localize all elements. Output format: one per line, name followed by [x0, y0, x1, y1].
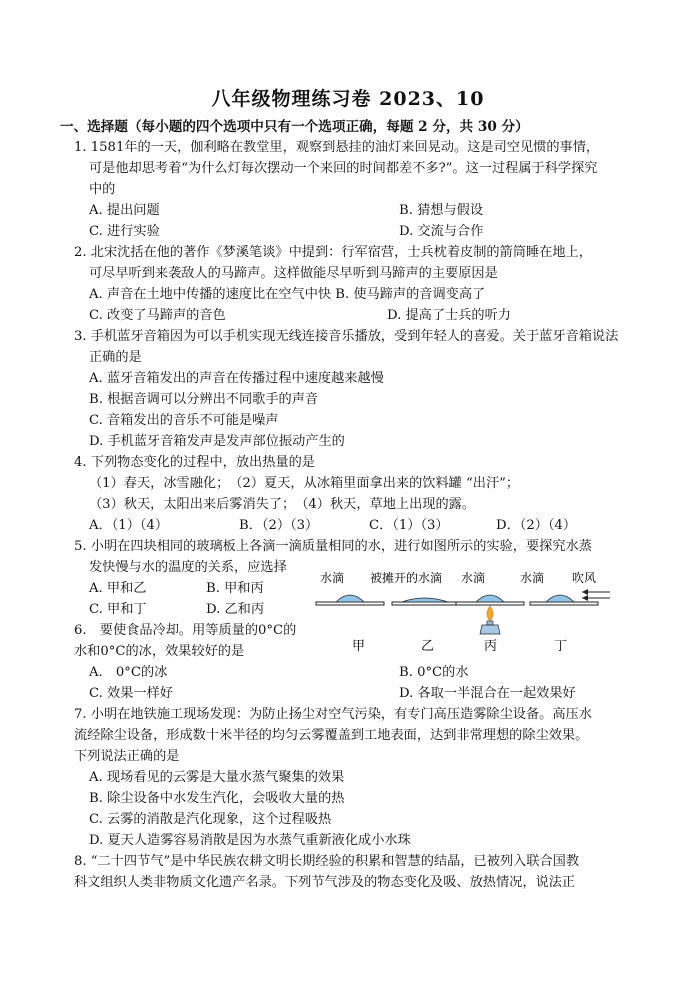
q8-line-2: 科文组织人类非物质文化遗产名录。下列节气涉及的物态变化及吸、放热情况，说法正	[74, 875, 576, 890]
q6-line-2: 水和0°C的冰，效果较好的是	[74, 644, 245, 659]
water-drop-bing	[476, 595, 504, 602]
q3-option-b: B. 根据音调可以分辨出不同歌手的声音	[89, 392, 319, 407]
q5-option-a: A. 甲和乙	[89, 581, 147, 596]
alcohol-lamp-icon	[480, 625, 500, 634]
q7-option-d: D. 夏天人造雾容易消散是因为水蒸气重新液化成小水珠	[89, 833, 411, 848]
label-water-drop-2: 水滴	[461, 571, 486, 585]
q5-line-1: 5. 小明在四块相同的玻璃板上各滴一滴质量相同的水，进行如图所示的实验，要探究水蒸	[74, 539, 592, 554]
q3-line-1: 3. 手机蓝牙音箱因为可以手机实现无线连接音乐播放，受到年轻人的喜爱。关于蓝牙音箱说法	[74, 329, 619, 344]
q1-option-c: C. 进行实验	[89, 224, 160, 239]
q4-option-d: D．（2）（4）	[496, 518, 577, 533]
label-yi: 乙	[421, 639, 435, 654]
q1-option-b: B. 猜想与假设	[399, 203, 484, 218]
q6-line-1: 6. 要使食品冷却。用等质量的0°C的	[74, 623, 297, 638]
q4-line-2: （1）春天，冰雪融化； （2）夏天，从冰箱里面拿出来的饮料罐 “出汗”；	[89, 476, 520, 491]
q2-line-2: 可尽早听到来袭敌人的马蹄声。这样做能尽早听到马蹄声的主要原因是	[89, 266, 498, 281]
q2-option-ab: A. 声音在土地中传播的速度比在空气中快 B. 使马蹄声的音调变高了	[89, 287, 486, 302]
label-ding: 丁	[554, 639, 568, 654]
q3-option-c: C. 音箱发出的音乐不可能是噪声	[89, 413, 279, 428]
q2-option-c: C. 改变了马蹄声的音色	[89, 308, 226, 323]
glass-plate-bing	[456, 602, 524, 605]
glass-plate-yi	[392, 602, 464, 605]
label-spread-drop: 被摊开的水滴	[370, 571, 443, 585]
label-bing: 丙	[484, 639, 498, 654]
q6-option-a: A. 0°C的冰	[89, 665, 168, 680]
q1-option-d: D. 交流与合作	[399, 224, 484, 239]
q5-option-d: D. 乙和丙	[206, 602, 265, 617]
section-heading: 一、选择题（每小题的四个选项中只有一个选项正确，每题 2 分，共 30 分）	[60, 119, 529, 135]
q6-option-b: B. 0°C的水	[399, 665, 469, 680]
glass-plate-jia	[316, 602, 384, 605]
q4-line-1: 4. 下列物态变化的过程中，放出热量的是	[74, 455, 315, 470]
q7-line-3: 下列说法正确的是	[74, 749, 180, 764]
q4-option-b: B．（2）（3）	[239, 518, 319, 533]
q1-line-1: 1. 1581年的一天，伽利略在教堂里，观察到悬挂的油灯来回晃动。这是司空见惯的事情，	[74, 140, 600, 155]
label-jia: 甲	[352, 639, 366, 654]
q5-option-b: B. 甲和丙	[206, 581, 264, 596]
q6-option-d: D. 各取一半混合在一起效果好	[399, 686, 576, 701]
q2-option-d: D. 提高了士兵的听力	[387, 308, 511, 323]
water-drop-ding	[546, 595, 574, 602]
q3-option-d: D. 手机蓝牙音箱发声是发声部位振动产生的	[89, 434, 345, 449]
q1-line-2: 可是他却思考着“为什么灯每次摆动一个来回的时间都差不多?”。这一过程属于科学探究	[89, 161, 598, 176]
q7-option-a: A. 现场看见的云雾是大量水蒸气聚集的效果	[89, 770, 345, 785]
q7-option-c: C. 云雾的消散是汽化现象，这个过程吸热	[89, 812, 332, 827]
water-drop-spread	[402, 598, 448, 602]
label-water-drop-3: 水滴	[520, 571, 545, 585]
label-water-drop-1: 水滴	[320, 571, 345, 585]
evaporation-figure	[314, 566, 614, 658]
water-drop-jia	[336, 595, 364, 602]
q7-line-1: 7. 小明在地铁施工现场发现：为防止扬尘对空气污染，有专门高压造雾除尘设备。高压水	[74, 707, 592, 722]
q5-line-2: 发快慢与水的温度的关系，应选择	[89, 560, 287, 575]
q4-option-a: A．（1）（4）	[89, 518, 169, 533]
q3-option-a: A. 蓝牙音箱发出的声音在传播过程中速度越来越慢	[89, 371, 384, 386]
q6-option-c: C. 效果一样好	[89, 686, 173, 701]
label-wind: 吹风	[572, 571, 597, 585]
q4-option-c: C．（1）（3）	[369, 518, 449, 533]
q7-line-2: 流经除尘设备，形成数十米半径的均匀云雾覆盖到工地表面，达到非常理想的除尘效果。	[74, 728, 589, 743]
q1-line-3: 中的	[89, 182, 116, 197]
alcohol-lamp-neck	[487, 621, 493, 625]
q2-line-1: 2. 北宋沈括在他的著作《梦溪笔谈》中提到：行军宿营，士兵枕着皮制的箭筒睡在地上，	[74, 245, 592, 260]
q4-line-3: （3）秋天，太阳出来后雾消失了； （4）秋天，草地上出现的露。	[89, 497, 476, 512]
q5-option-c: C. 甲和丁	[89, 602, 147, 617]
flame-icon	[487, 606, 493, 621]
wind-arrowhead-1	[582, 589, 588, 595]
q7-option-b: B. 除尘设备中水发生汽化，会吸收大量的热	[89, 791, 345, 806]
glass-plate-ding	[530, 602, 598, 605]
q3-line-2: 正确的是	[89, 350, 142, 365]
q1-option-a: A. 提出问题	[89, 203, 160, 218]
q8-line-1: 8. “二十四节气”是中华民族农耕文明长期经验的积累和智慧的结晶，已被列入联合国教	[74, 854, 580, 869]
wind-arrowhead-2	[582, 595, 588, 601]
exam-title: 八年级物理练习卷 2023、10	[211, 88, 485, 110]
